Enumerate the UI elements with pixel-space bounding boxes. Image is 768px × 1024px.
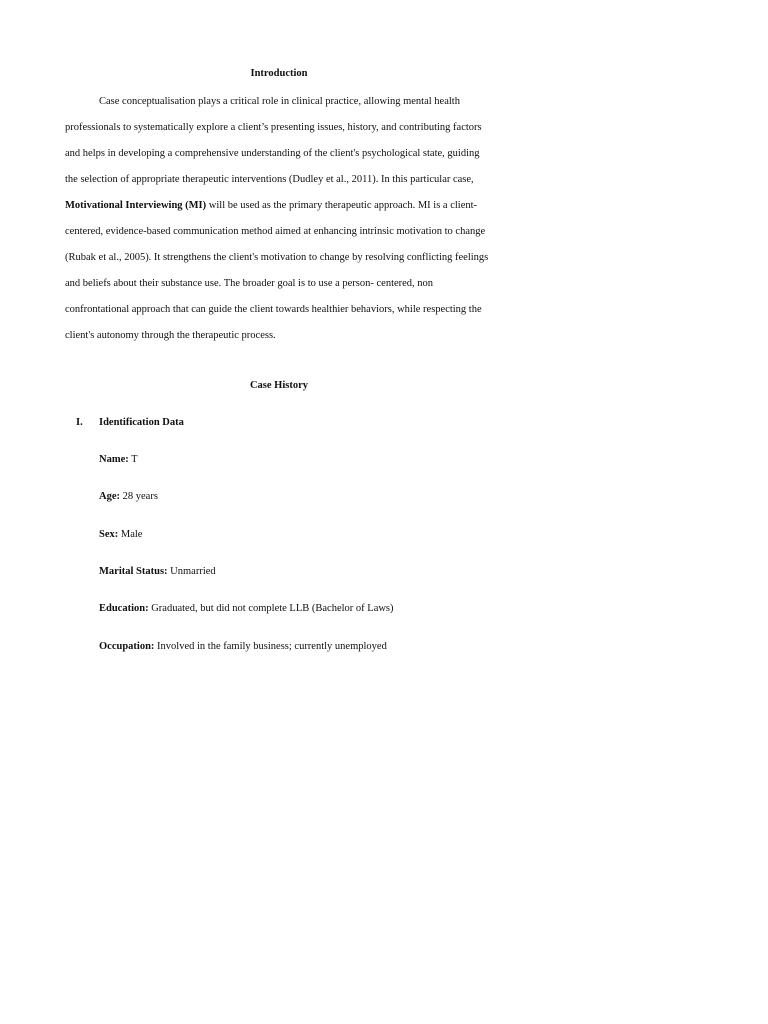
field-education — [99, 603, 394, 614]
field-age — [99, 491, 158, 502]
field-marital-status — [99, 566, 216, 577]
field-label: Occupation: — [99, 641, 155, 652]
intro-bold-term: Motivational Interviewing (MI) — [65, 200, 207, 211]
introduction-heading: Introduction — [250, 68, 308, 79]
intro-text-part-1: Case conceptualisation plays a critical role in clinical practice, allowing mental health professionals to systematically explore a client’s presenting issues, history, and contributing factors and helps in developing a comprehensive understanding of the client's psychological state, guiding the selection of appropriate therapeutic interventions (Dudley et al., 2011). In this particular case, — [65, 96, 482, 185]
field-sex — [99, 529, 142, 540]
field-value: Graduated, but did not complete LLB (Bachelor of Laws) — [148, 603, 394, 614]
field-label: Sex: — [99, 529, 119, 540]
field-occupation — [99, 641, 387, 652]
case-history-heading: Case History — [249, 380, 309, 391]
field-label: Marital Status: — [99, 566, 168, 577]
field-name — [99, 454, 138, 465]
intro-text-part-2: will be used as the primary therapeutic approach. MI is a client-centered, evidence-based communication method aimed at enhancing intrinsic motivation to change (Rubak et al., 2005). It strengthens the client's motivation to change by resolving conflicting feelings and beliefs about their substance use. The broader goal is to use a person- centered, non confrontational approach that can guide the client towards healthier behaviors, while respecting the client's autonomy through the therapeutic process. — [65, 200, 489, 341]
field-label: Age: — [99, 491, 120, 502]
introduction-paragraph — [65, 89, 493, 349]
field-value: Involved in the family business; currently unemployed — [154, 641, 387, 652]
field-value: T — [128, 454, 138, 465]
identification-section-heading — [76, 417, 184, 428]
field-value: Unmarried — [167, 566, 216, 577]
field-label: Name: — [99, 454, 129, 465]
field-label: Education: — [99, 603, 149, 614]
section-title: Identification Data — [99, 417, 184, 428]
field-value: 28 years — [120, 491, 158, 502]
field-value: Male — [118, 529, 143, 540]
section-number: I. — [76, 417, 83, 428]
